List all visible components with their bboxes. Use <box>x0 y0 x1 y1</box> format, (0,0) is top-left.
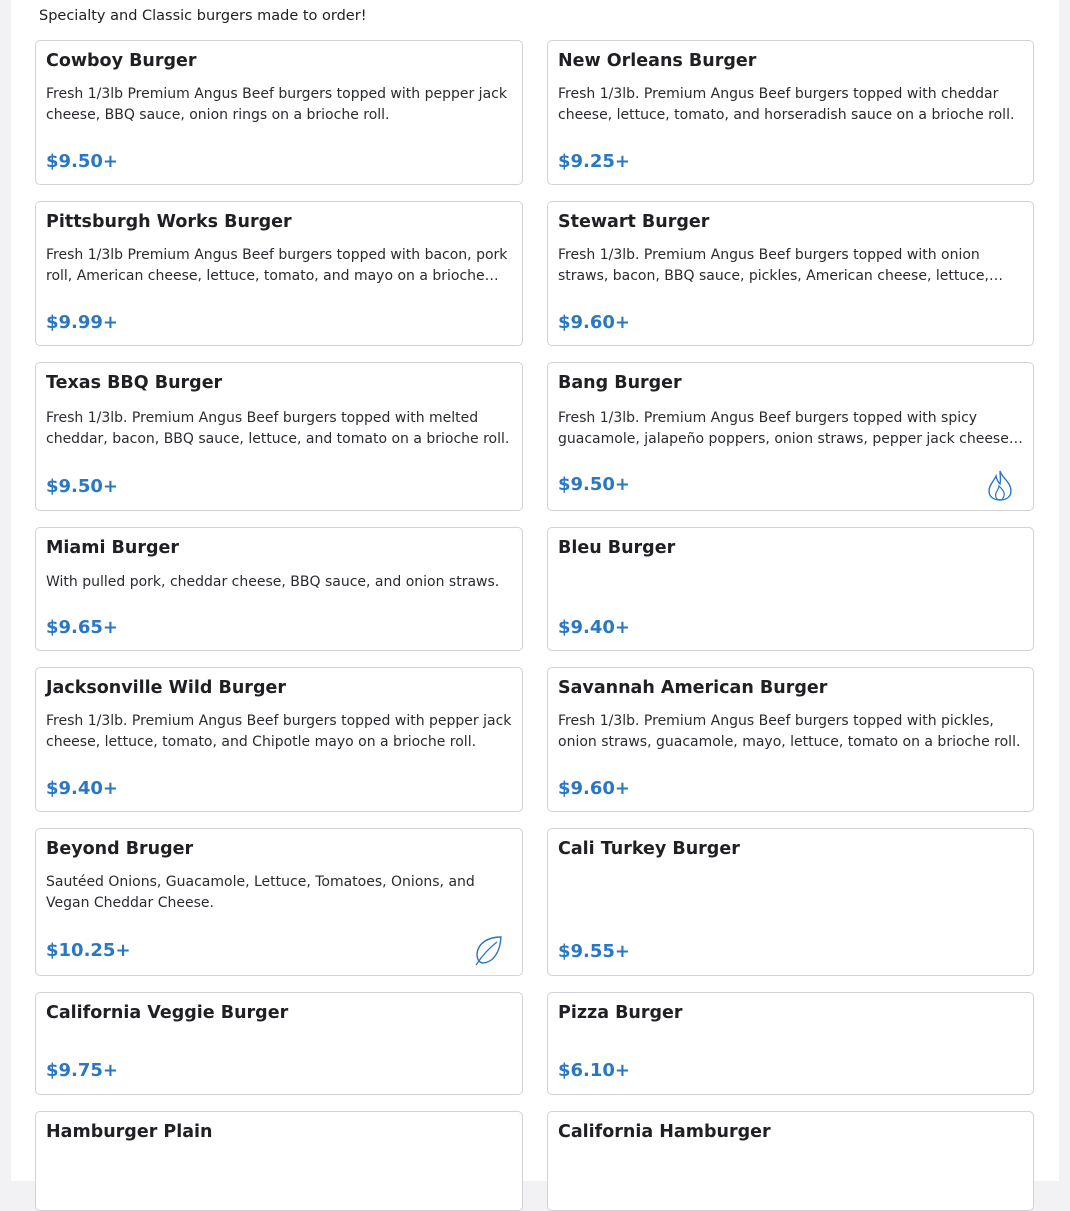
item-description: Fresh 1/3lb. Premium Angus Beef burgers topped with cheddar cheese, lettuce, tomato, and horseradish sauce on a brioche roll. <box>558 86 1015 123</box>
item-price: $9.60+ <box>558 312 631 333</box>
item-name: Stewart Burger <box>558 212 710 232</box>
menu-item-card[interactable] <box>547 992 1034 1095</box>
item-description: Fresh 1/3lb. Premium Angus Beef burgers topped with pepper jack cheese, lettuce, tomato, and Chipotle mayo on a brioche roll. <box>46 713 512 750</box>
item-name: California Hamburger <box>558 1122 771 1142</box>
item-name: Pittsburgh Works Burger <box>46 212 292 232</box>
menu-item-card[interactable] <box>35 40 523 185</box>
item-price: $9.50+ <box>46 476 119 497</box>
section-subtitle: Specialty and Classic burgers made to order! <box>39 8 367 24</box>
item-description: Fresh 1/3lb. Premium Angus Beef burgers topped with onion straws, bacon, BBQ sauce, pickles, American cheese, lettuce,… <box>558 247 1003 284</box>
item-name: Bang Burger <box>558 373 682 393</box>
item-price: $9.99+ <box>46 312 119 333</box>
item-description: Sautéed Onions, Guacamole, Lettuce, Tomatoes, Onions, and Vegan Cheddar Cheese. <box>46 874 475 911</box>
menu-item-card[interactable] <box>35 527 523 651</box>
menu-item-card[interactable] <box>547 527 1034 651</box>
item-price: $10.25+ <box>46 940 131 961</box>
item-name: Savannah American Burger <box>558 678 828 698</box>
spicy-flame-icon <box>985 469 1015 501</box>
menu-item-card[interactable] <box>547 201 1034 346</box>
item-price: $9.40+ <box>558 617 631 638</box>
item-price: $9.55+ <box>558 941 631 962</box>
vegan-leaf-icon <box>474 934 504 966</box>
item-name: Miami Burger <box>46 538 180 558</box>
item-price: $9.50+ <box>46 151 119 172</box>
menu-item-card[interactable] <box>35 667 523 812</box>
menu-item-card[interactable] <box>547 828 1034 976</box>
item-name: Beyond Bruger <box>46 839 194 859</box>
menu-item-card[interactable] <box>35 828 523 976</box>
item-description: Fresh 1/3lb Premium Angus Beef burgers topped with pepper jack cheese, BBQ sauce, onion rings on a brioche roll. <box>46 86 507 123</box>
menu-item-card[interactable] <box>35 992 523 1095</box>
menu-item-card[interactable] <box>35 362 523 511</box>
item-name: Pizza Burger <box>558 1003 683 1023</box>
menu-item-card[interactable] <box>547 40 1034 185</box>
item-name: Hamburger Plain <box>46 1122 213 1142</box>
item-price: $9.75+ <box>46 1060 119 1081</box>
item-description: Fresh 1/3lb. Premium Angus Beef burgers topped with pickles, onion straws, guacamole, mayo, lettuce, tomato on a brioche roll. <box>558 713 1021 750</box>
item-description: Fresh 1/3lb Premium Angus Beef burgers topped with bacon, pork roll, American cheese, lettuce, tomato, and mayo on a brioche… <box>46 247 508 284</box>
menu-item-card[interactable] <box>547 362 1034 511</box>
item-name: New Orleans Burger <box>558 51 757 71</box>
item-description: Fresh 1/3lb. Premium Angus Beef burgers topped with melted cheddar, bacon, BBQ sauce, lettuce, and tomato on a brioche roll. <box>46 410 510 447</box>
item-price: $9.60+ <box>558 778 631 799</box>
item-name: Cali Turkey Burger <box>558 839 740 859</box>
item-price: $6.10+ <box>558 1060 631 1081</box>
item-description: With pulled pork, cheddar cheese, BBQ sauce, and onion straws. <box>46 574 500 590</box>
menu-item-card[interactable] <box>547 1111 1034 1211</box>
item-name: Texas BBQ Burger <box>46 373 223 393</box>
menu-item-card[interactable] <box>35 1111 523 1211</box>
item-price: $9.50+ <box>558 474 631 495</box>
item-name: Jacksonville Wild Burger <box>46 678 286 698</box>
item-name: Cowboy Burger <box>46 51 197 71</box>
item-price: $9.25+ <box>558 151 631 172</box>
item-price: $9.40+ <box>46 778 119 799</box>
menu-item-card[interactable] <box>547 667 1034 812</box>
item-description: Fresh 1/3lb. Premium Angus Beef burgers topped with spicy guacamole, jalapeño poppers, onion straws, pepper jack cheese… <box>558 410 1023 447</box>
item-name: California Veggie Burger <box>46 1003 289 1023</box>
menu-item-card[interactable] <box>35 201 523 346</box>
item-price: $9.65+ <box>46 617 119 638</box>
item-name: Bleu Burger <box>558 538 676 558</box>
